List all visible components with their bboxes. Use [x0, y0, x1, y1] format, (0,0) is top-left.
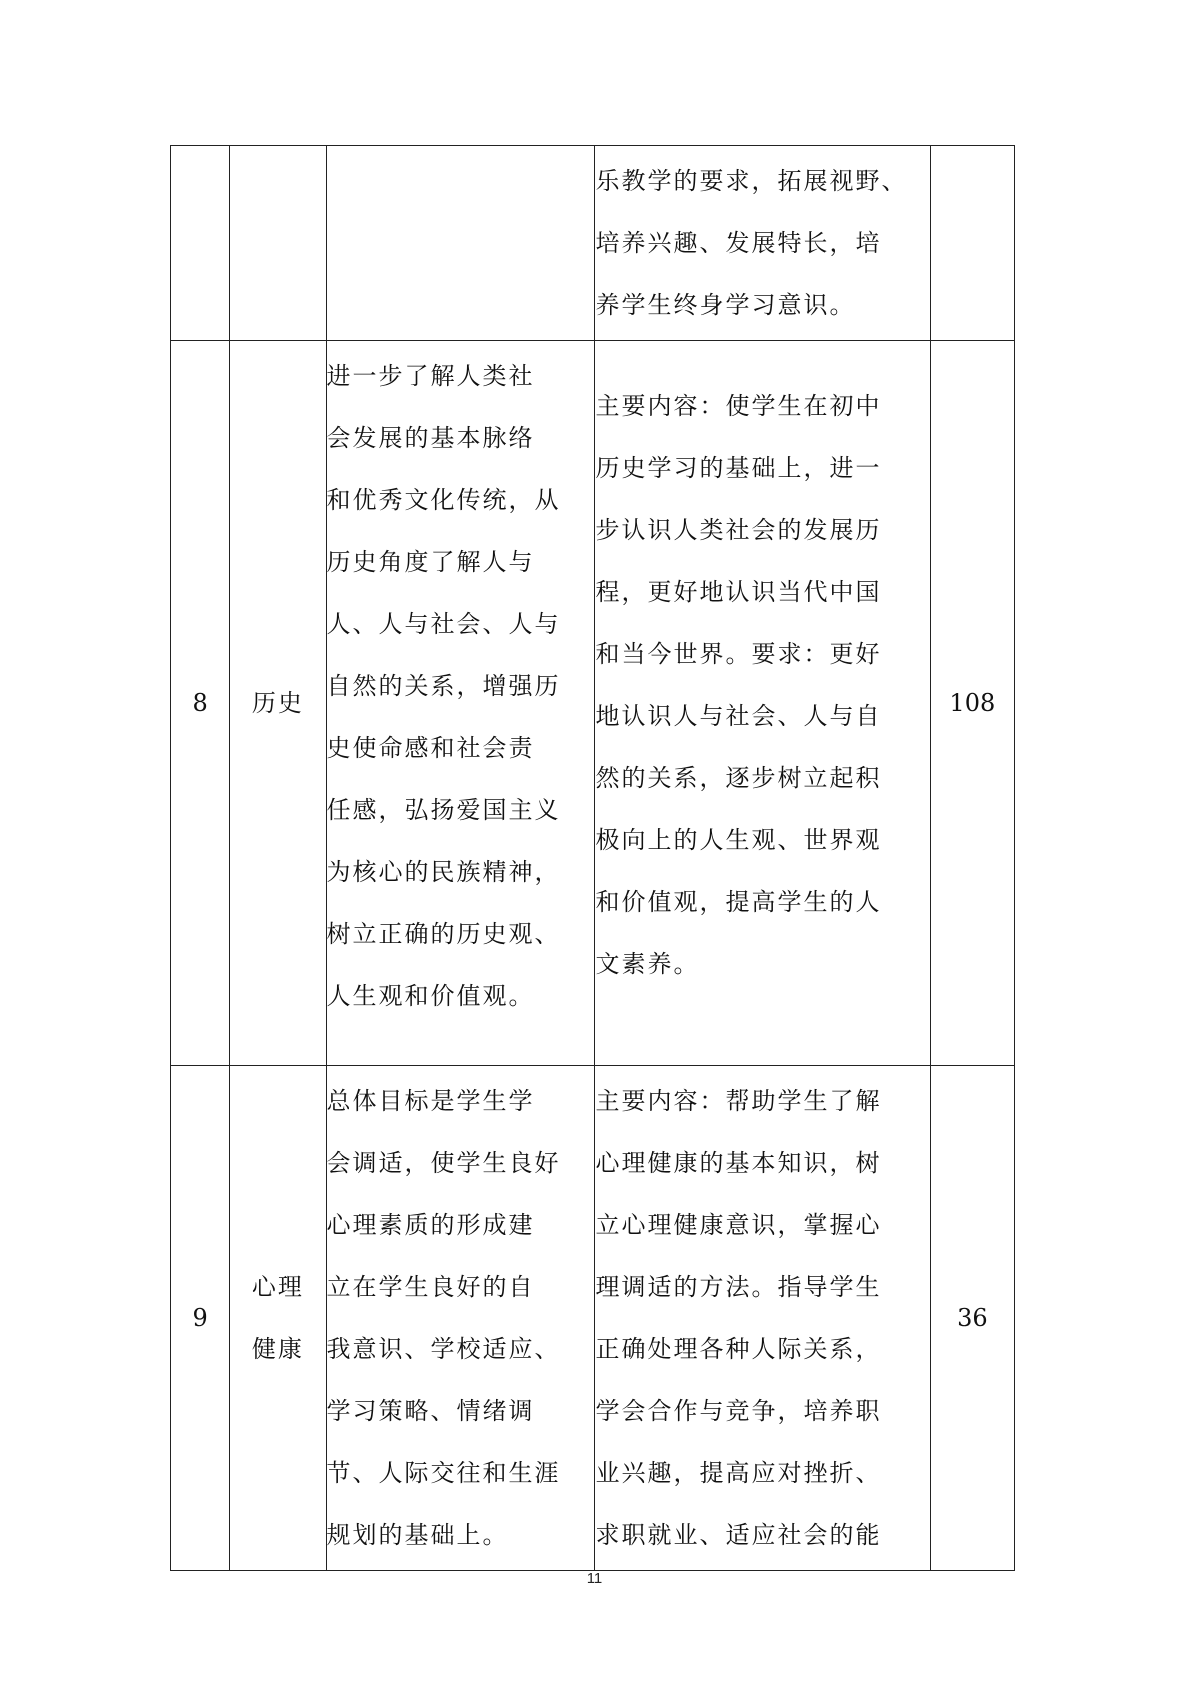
goal-line: 心理素质的形成建 [326, 1211, 535, 1239]
course-hours-cell: 108 [930, 341, 1014, 1066]
goal-line: 总体目标是学生学 [326, 1087, 535, 1115]
course-name-cell [230, 146, 326, 341]
course-name-line: 心理 [251, 1273, 304, 1301]
goal-line: 节、人际交往和生涯 [326, 1459, 561, 1487]
content-line: 心理健康的基本知识，树 [595, 1149, 882, 1177]
course-goal-cell [326, 341, 595, 1066]
content-line: 文素养。 [595, 950, 700, 978]
course-number-cell: 8 [171, 341, 230, 1066]
goal-line: 任感，弘扬爱国主义 [326, 796, 561, 824]
content-line: 培养兴趣、发展特长，培 [595, 229, 882, 257]
goal-line: 树立正确的历史观、 [326, 920, 561, 948]
content-line: 正确处理各种人际关系， [595, 1335, 882, 1363]
content-line: 主要内容：帮助学生了解 [595, 1087, 882, 1115]
course-name-line: 健康 [251, 1335, 304, 1363]
curriculum-table [170, 145, 1015, 1571]
course-name-cell [230, 1066, 326, 1571]
goal-line: 学习策略、情绪调 [326, 1397, 535, 1425]
goal-line: 会发展的基本脉络 [326, 424, 535, 452]
page-number: 11 [586, 1570, 603, 1587]
goal-line: 立在学生良好的自 [326, 1273, 535, 1301]
course-goal-cell [326, 1066, 595, 1571]
course-number-cell: 9 [171, 1066, 230, 1571]
content-line: 极向上的人生观、世界观 [595, 826, 882, 854]
course-goal-cell [326, 146, 595, 341]
content-line: 主要内容：使学生在初中 [595, 392, 882, 420]
course-name-cell [230, 341, 326, 1066]
content-line: 地认识人与社会、人与自 [595, 702, 882, 730]
content-line: 立心理健康意识，掌握心 [595, 1211, 882, 1239]
goal-line: 为核心的民族精神， [326, 858, 561, 886]
course-hours-cell: 36 [930, 1066, 1014, 1571]
course-content-cell [595, 341, 930, 1066]
course-number-cell [171, 146, 230, 341]
goal-line: 规划的基础上。 [326, 1521, 509, 1549]
content-line: 历史学习的基础上，进一 [595, 454, 882, 482]
table-row [171, 146, 1015, 341]
content-line: 业兴趣，提高应对挫折、 [595, 1459, 882, 1487]
goal-line: 进一步了解人类社 [326, 362, 535, 390]
content-line: 乐教学的要求，拓展视野、 [595, 167, 908, 195]
course-hours-cell [930, 146, 1014, 341]
content-line: 程，更好地认识当代中国 [595, 578, 882, 606]
goal-line: 我意识、学校适应、 [326, 1335, 561, 1363]
goal-line: 史使命感和社会责 [326, 734, 535, 762]
content-line: 和价值观，提高学生的人 [595, 888, 882, 916]
content-line: 求职就业、适应社会的能 [595, 1521, 882, 1549]
goal-line: 自然的关系，增强历 [326, 672, 561, 700]
content-line: 养学生终身学习意识。 [595, 291, 856, 319]
course-content-cell [595, 1066, 930, 1571]
course-name-line: 历史 [251, 689, 304, 717]
goal-line: 历史角度了解人与 [326, 548, 535, 576]
content-line: 理调适的方法。指导学生 [595, 1273, 882, 1301]
content-line: 步认识人类社会的发展历 [595, 516, 882, 544]
course-content-cell [595, 146, 930, 341]
table-row [171, 1066, 1015, 1571]
goal-line: 和优秀文化传统，从 [326, 486, 561, 514]
content-line: 然的关系，逐步树立起积 [595, 764, 882, 792]
goal-line: 人生观和价值观。 [326, 982, 535, 1010]
content-line: 学会合作与竞争，培养职 [595, 1397, 882, 1425]
content-line: 和当今世界。要求：更好 [595, 640, 882, 668]
table-row [171, 341, 1015, 1066]
goal-line: 人、人与社会、人与 [326, 610, 561, 638]
goal-line: 会调适，使学生良好 [326, 1149, 561, 1177]
